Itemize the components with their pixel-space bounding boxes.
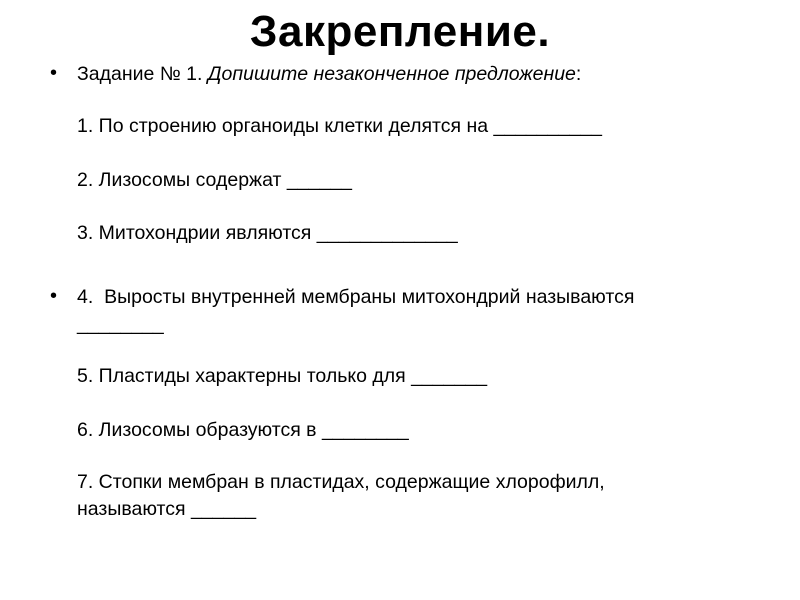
task-intro-prefix: Задание № 1.	[77, 63, 208, 85]
list-item-1: 1. По строению органоиды клетки делятся на __________	[77, 115, 602, 137]
bullet-marker-1: •	[50, 62, 58, 84]
list-item-6: 6. Лизосомы образуются в ________	[77, 419, 409, 441]
slide-title: Закрепление.	[249, 7, 551, 56]
list-item-5: 5. Пластиды характерны только для _______	[77, 365, 488, 387]
task-intro	[77, 62, 581, 86]
list-item-3: 3. Митохондрии являются _____________	[77, 222, 458, 244]
list-item-4-line-1: 4. Выросты внутренней мембраны митохондрий называются	[77, 286, 635, 308]
list-item-7-line-2: называются ______	[77, 498, 257, 520]
bullet-marker-2: •	[50, 285, 58, 307]
list-item-2: 2. Лизосомы содержат ______	[77, 169, 352, 191]
list-item-4-line-2: ________	[77, 313, 164, 335]
task-intro-suffix: :	[575, 63, 582, 85]
task-instruction: Допишите незаконченное предложение	[207, 63, 576, 85]
list-item-7-line-1: 7. Стопки мембран в пластидах, содержащие хлорофилл,	[77, 471, 605, 493]
